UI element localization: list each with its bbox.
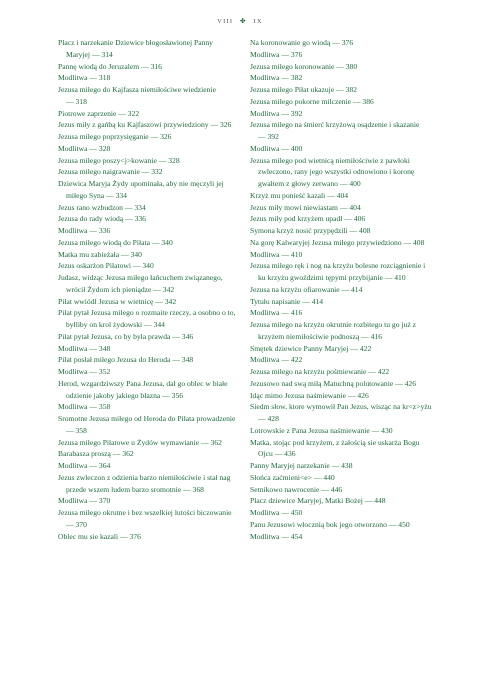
toc-entry-page: — 316 [139, 62, 162, 71]
toc-entry-page: — 358 [88, 402, 111, 411]
toc-entry-title: Oblec mu sie kazali [58, 531, 119, 541]
toc-entry-page: — 364 [88, 461, 111, 470]
toc-entry-title: Modlitwa [58, 461, 88, 470]
toc-entry [58, 119, 236, 131]
toc-entry [250, 249, 432, 261]
toc-entry [58, 401, 236, 413]
toc-left-column [58, 37, 236, 542]
toc-entry-page: — 380 [334, 62, 357, 71]
page-number-right: IX [253, 18, 263, 25]
toc-entry-page: — 376 [330, 38, 353, 47]
toc-entry [250, 84, 432, 96]
toc-entry-title: Piłat wwiódł Jezusa w wietnicę [58, 296, 154, 306]
toc-entry-title: Jezusa miłego Piłat ukazuje [250, 85, 335, 94]
toc-entry-page: — 352 [88, 367, 111, 376]
toc-entry [250, 190, 432, 202]
toc-entry-page: — 348 [88, 344, 111, 353]
toc-entry [58, 72, 236, 84]
toc-entry-title: Piłat posłał miłego Jezusa do Heroda [58, 355, 171, 365]
toc-entry-title: Jezusa do rady wiodą [58, 214, 124, 224]
toc-entry-title: Modlitwa [250, 508, 280, 517]
toc-entry-title: Setnikowo nawrocenie [250, 484, 320, 494]
toc-entry-title: Jezusa miłego okrutne i bez wszelkiej lutości biczowanie [58, 508, 232, 517]
toc-entry-page: — 410 [383, 273, 406, 282]
toc-entry-title: Jezus zwleczon z odzienia barzo niemiłościwie i stał nag przede wszem ludem barzo sromotnie [58, 472, 231, 494]
toc-entry [58, 213, 236, 225]
toc-entry [250, 284, 432, 296]
toc-entry-page: — 422 [366, 367, 389, 376]
toc-entry-title: Matka, stojąc pod krzyżem, z żałością sie uskarża Bogu Ojcu [250, 437, 420, 459]
toc-entry-page: — 422 [348, 344, 371, 353]
toc-entry [58, 166, 236, 178]
toc-entry-title: Na koronowanie go wiodą [250, 38, 331, 47]
toc-entry-page: — 334 [104, 191, 127, 200]
toc-entry-page: — 430 [370, 426, 393, 435]
toc-entry-title: Jezusa miłego Piłatowe u Żydów wymawianie [58, 437, 200, 447]
toc-entry-page: — 392 [258, 132, 279, 141]
toc-entry-title: Pannę wiodą do Jeruzalem [58, 61, 140, 71]
toc-entry-page: — 450 [387, 520, 410, 529]
toc-entry-title: Jezus miły pod krzyżem upadł [250, 214, 343, 224]
toc-entry [58, 178, 236, 202]
toc-entry [250, 119, 432, 143]
toc-entry-page: — 370 [66, 520, 87, 529]
toc-entry [250, 343, 432, 355]
toc-entry [250, 37, 432, 49]
toc-entry [250, 61, 432, 73]
toc-entry-page: — 368 [181, 485, 204, 494]
toc-entry [58, 460, 236, 472]
toc-entry-title: Modlitwa [58, 496, 88, 506]
toc-entry-title: Barabasza proszą [58, 449, 111, 459]
toc-entry-title: Jezusa miłego naigrawanie [58, 167, 140, 177]
toc-entry-title: Matka mu zabieżała [58, 249, 120, 259]
toc-entry-title: Jezusa miłego koronowanie [250, 61, 335, 71]
toc-entry-page: — 318 [66, 97, 87, 106]
toc-entry-page: — 414 [300, 297, 323, 306]
toc-entry [250, 366, 432, 378]
toc-entry-page: — 342 [153, 297, 176, 306]
toc-entry [250, 472, 432, 484]
toc-entry [58, 296, 236, 308]
toc-entry-title: Modlitwa [58, 226, 88, 235]
toc-entry-page: — 438 [330, 461, 353, 470]
toc-entry-page: — 336 [88, 226, 111, 235]
toc-entry-title: Modlitwa [58, 367, 88, 376]
toc-entry-title: Płacz i narzekanie Dziewice błogosławionej Panny Maryjej [58, 38, 213, 59]
toc-entry-page: — 356 [160, 391, 183, 400]
toc-entry-page: — 440 [312, 473, 335, 482]
toc-entry-title: Modlitwa [58, 343, 88, 353]
toc-entry-title: Modlitwa [250, 531, 280, 541]
toc-entry [250, 319, 432, 343]
toc-entry-title: Jezus oskarżon Piłatowi [58, 261, 131, 271]
toc-right-column [250, 37, 432, 542]
toc-entry-page: — 348 [170, 355, 193, 364]
toc-entry [250, 296, 432, 308]
toc-entry [250, 354, 432, 366]
toc-entry-title: Jezusa miłego pod wietnicą niemiłościwie z pawłoki zwleczono, rany jego wszystki odnowiono i koronę gwałtem z głowy zerwano [250, 155, 415, 188]
toc-entry [58, 84, 236, 108]
toc-entry [58, 61, 236, 73]
toc-entry-page: — 334 [123, 203, 146, 212]
toc-entry-page: — 362 [111, 449, 134, 458]
toc-entry-page: — 322 [116, 109, 139, 118]
toc-entry [58, 108, 236, 120]
toc-entry-page: — 382 [280, 73, 303, 82]
toc-entry-title: Lotrowskie z Pana Jezusa naśmiewanie [250, 425, 370, 435]
toc-entry-page: — 358 [66, 426, 87, 435]
toc-entry-title: Modlitwa [250, 355, 280, 365]
toc-entry [250, 108, 432, 120]
toc-entry [250, 49, 432, 61]
toc-entry-page: — 376 [280, 50, 303, 59]
toc-entry [58, 260, 236, 272]
toc-entry [58, 531, 236, 543]
toc-entry-page: — 416 [359, 332, 382, 341]
toc-entry [58, 437, 236, 449]
toc-entry-page: — 344 [142, 320, 165, 329]
toc-entry-page: — 328 [88, 144, 111, 153]
toc-entry [250, 390, 432, 402]
toc-entry-title: Modlitwa [58, 143, 88, 153]
toc-entry-page: — 328 [157, 156, 180, 165]
toc-entry [58, 225, 236, 237]
toc-entry-page: — 400 [280, 144, 303, 153]
toc-entry-page: — 340 [131, 261, 154, 270]
toc-entry-title: Piotrowe zaprzenie [58, 108, 117, 118]
toc-entry [250, 519, 432, 531]
toc-entry [250, 155, 432, 190]
toc-entry-title: Płacz dziewice Maryjej, Matki Bożej [250, 496, 363, 506]
toc-entry [250, 437, 432, 461]
toc-entry-title: Jezusa na krzyżu ofiarowanie [250, 284, 340, 294]
toc-entry-title: Jezusa miłego pokorne milczenie [250, 96, 352, 106]
toc-entry-title: Judasz, widząc Jezusa miłego łańcuchem związanego, wrócił Żydom ich pieniądze [58, 273, 223, 294]
toc-entry-title: Panny Maryjej narzekanie [250, 461, 330, 470]
toc-entry-title: Modlitwa [250, 73, 280, 83]
toc-entry-page: — 422 [280, 355, 303, 364]
toc-entry-title: Jezusa miłego na krzyżu okrutnie rozbitego tu go już z krzyżem niemiłościwie podnoszą [250, 320, 416, 341]
toc-entry-page: — 436 [273, 449, 296, 458]
toc-entry [58, 507, 236, 531]
toc-entry-page: — 314 [90, 50, 113, 59]
toc-entry-page: — 336 [123, 214, 146, 223]
toc-entry-title: Jezusa miłego ręk i nog na krzyżu bolesne rozciągnienie i ku krzyżu gwoździmi tępymi przybijanie [250, 261, 426, 282]
toc-entry [250, 143, 432, 155]
toc-entry [58, 448, 236, 460]
toc-entry [250, 307, 432, 319]
toc-entry-page: — 448 [363, 496, 386, 505]
toc-entry-title: Idąc mimo Jezusa naśmiewanie [250, 390, 346, 400]
toc-entry-title: Słońca zaćmieni<e> [250, 472, 312, 482]
toc-entry [250, 484, 432, 496]
toc-entry [58, 413, 236, 437]
toc-entry-page: — 318 [88, 73, 111, 82]
toc-entry [250, 237, 432, 249]
toc-entry [58, 37, 236, 61]
toc-entry [250, 425, 432, 437]
toc-entry-page: — 446 [319, 485, 342, 494]
toc-entry-page: — 416 [280, 308, 303, 317]
toc-entry-page: — 340 [150, 238, 173, 247]
toc-entry-title: Modlitwa [58, 402, 88, 412]
toc-entry [250, 213, 432, 225]
toc-entry-page: — 382 [334, 85, 357, 94]
toc-entry-title: Jezusa miłego na krzyżu pośmiewanie [250, 367, 367, 376]
toc-entry-page: — 340 [119, 250, 142, 259]
toc-entry [58, 331, 236, 343]
toc-entry-title: Piłat pytał Jezusa miłego o rozmaite rzeczy, a osobno o to, byłliby on krol żydowski [58, 308, 236, 329]
toc-entry [58, 131, 236, 143]
toc-entry-title: Krzyż mu ponieść kazali [250, 190, 326, 200]
toc-entry [250, 96, 432, 108]
toc-entry-page: — 408 [402, 238, 425, 247]
toc-entry-page: — 326 [149, 132, 172, 141]
toc-entry-page: — 408 [348, 226, 371, 235]
toc-entry-page: — 410 [280, 250, 303, 259]
toc-entry [58, 378, 236, 402]
toc-entry-title: Smętek dziewice Panny Maryjej [250, 343, 349, 353]
toc-entry [250, 460, 432, 472]
toc-entry [250, 378, 432, 390]
toc-entry [250, 495, 432, 507]
ornament-icon: ✤ [240, 18, 247, 25]
toc-entry-title: Dziewica Maryja Żydy upominała, aby nie męczyli jej miłego Syna [58, 179, 224, 200]
toc-entry-title: Jezusowo nad swą miłą Matuchną polutowanie [250, 378, 394, 388]
toc-entry [250, 401, 432, 425]
toc-entry-page: — 406 [342, 214, 365, 223]
toc-entry-title: Na gorę Kalwaryjej Jezusa miłego przywiedziono [250, 237, 402, 247]
toc-entry-page: — 450 [280, 508, 303, 517]
toc-entry [58, 155, 236, 167]
toc-entry-page: — 370 [88, 496, 111, 505]
toc-entry [58, 202, 236, 214]
toc-entry-title: Modlitwa [250, 143, 280, 153]
toc-entry-title: Modlitwa [250, 308, 280, 318]
toc-entry-page: — 332 [140, 167, 163, 176]
toc-entry-page: — 426 [393, 379, 416, 388]
toc-entry-title: Panu Jezusowi włocznią bok jego otworzono [250, 519, 387, 529]
toc-entry [250, 260, 432, 284]
toc-entry-page: — 404 [338, 203, 361, 212]
toc-entry-title: Jezusa miłego poprzysięganie [58, 132, 149, 141]
toc-entry-title: Herod, wzgardziwszy Pana Jezusa, dał go oblec w białe odzienie jakoby jakiego błazna [58, 378, 228, 400]
toc-entry [250, 72, 432, 84]
toc-entry-page: — 326 [209, 120, 232, 129]
toc-entry [58, 366, 236, 378]
toc-entry-page: — 454 [280, 532, 303, 541]
toc-entry-title: Piłat pytał Jezusa, co by była prawda [58, 331, 171, 341]
toc-entry [58, 343, 236, 355]
toc-entry [58, 354, 236, 366]
toc-entry-title: Jezusa miłego wiodą do Piłata [58, 237, 150, 247]
toc-entry-title: Jezus miły mowi niewiastam [250, 202, 338, 212]
toc-entry-title: Tytułu napisanie [250, 296, 301, 306]
toc-entry-page: — 414 [340, 285, 363, 294]
toc-entry-page: — 428 [258, 414, 279, 423]
toc-entry-page: — 392 [280, 109, 303, 118]
toc-entry-title: Jezusa miłego do Kajfasza niemiłościwe wiedzienie [58, 85, 216, 94]
toc-entry-page: — 386 [351, 97, 374, 106]
toc-entry-page: — 426 [346, 391, 369, 400]
running-header [0, 17, 480, 25]
toc-entry [250, 225, 432, 237]
toc-entry-page: — 346 [170, 332, 193, 341]
toc-entry-title: Jezus miły z gańbą ku Kajfaszowi przywiedziony [58, 120, 209, 130]
toc-entry-title: Sromotne Jezusa miłego od Heroda do Piłata prowadzenie [58, 414, 236, 423]
toc-entry-page: — 404 [325, 191, 348, 200]
toc-entry-page: — 400 [338, 179, 361, 188]
toc-entry [250, 531, 432, 543]
toc-entry [58, 249, 236, 261]
toc-entry [58, 307, 236, 331]
toc-entry-page: — 376 [118, 532, 141, 541]
toc-entry [58, 472, 236, 496]
toc-entry [58, 495, 236, 507]
toc-entry [58, 143, 236, 155]
toc-entry-title: Modlitwa [250, 249, 280, 259]
toc-entry [250, 202, 432, 214]
toc-entry-title: Symona krzyż nosić przypędzili [250, 226, 348, 235]
toc-entry-title: Jezusa miłego poszy<j>kowanie [58, 155, 157, 165]
page-number-left: VIII [217, 18, 234, 25]
toc-entry-title: Modlitwa [250, 49, 280, 59]
toc-entry [58, 237, 236, 249]
toc-entry-title: Jezusa miłego na śmierć krzyżową osądzenie i skazanie [250, 120, 420, 130]
toc-entry-title: Modlitwa [250, 108, 280, 118]
toc-entry-page: — 342 [151, 285, 174, 294]
toc-entry-title: Jezus rano wzbudzon [58, 202, 123, 212]
toc-entry [58, 272, 236, 296]
toc-entry-title: Siedm słow, ktore wymowił Pan Jezus, wisząc na kr<z>yżu [250, 402, 432, 412]
toc-entry-page: — 362 [199, 438, 222, 447]
toc-entry [250, 507, 432, 519]
toc-entry-title: Modlitwa [58, 73, 88, 83]
